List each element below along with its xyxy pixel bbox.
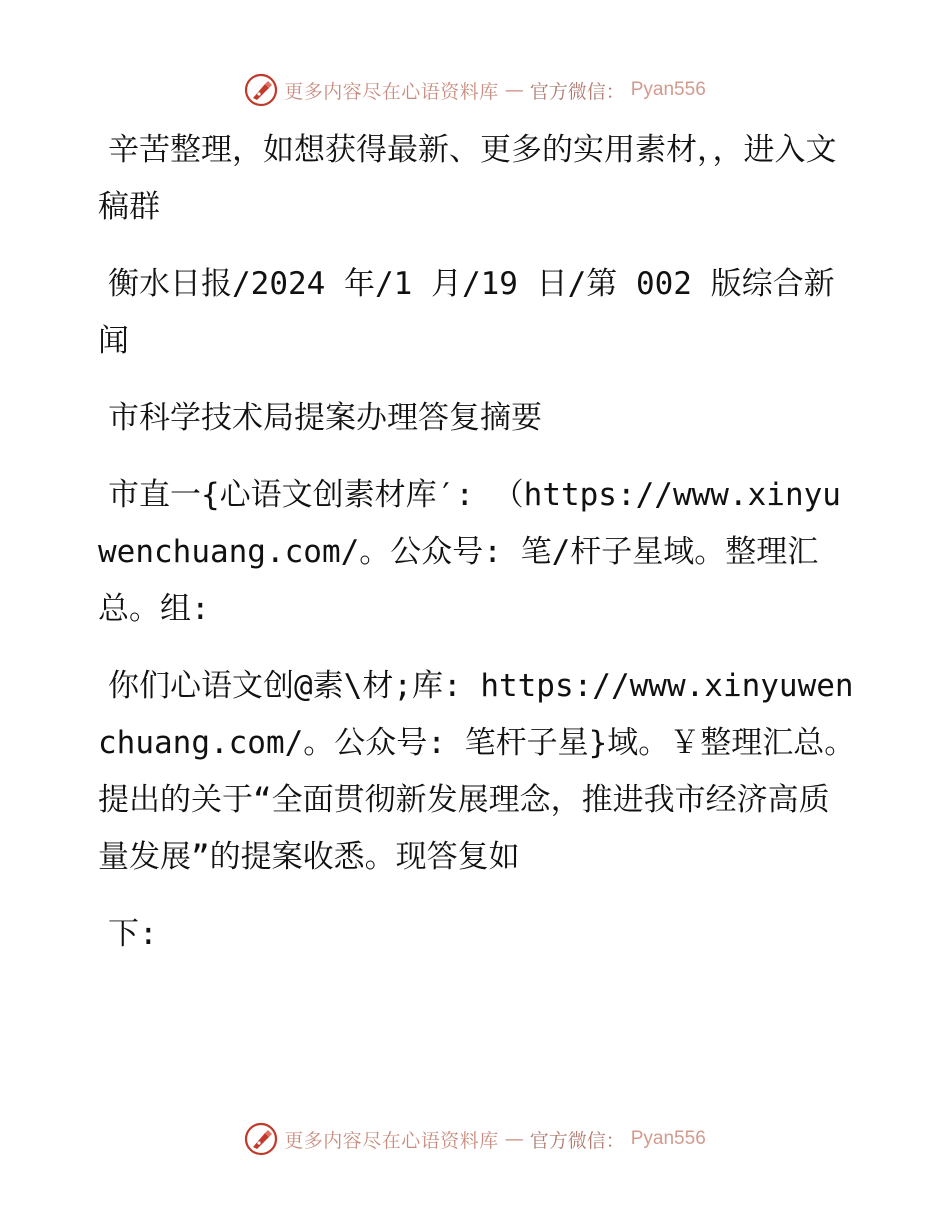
paragraph-title: 市科学技术局提案办理答复摘要 xyxy=(108,400,542,436)
watermark-wechat-label: 官方微信： xyxy=(529,80,625,103)
paragraph-body-3: 下: xyxy=(108,916,158,952)
watermark-wechat-id: Pyan556 xyxy=(630,1128,706,1149)
watermark-separator: — xyxy=(504,1128,524,1150)
header-watermark xyxy=(0,70,950,110)
watermark-text: 更多内容尽在心语资料库 xyxy=(284,80,499,103)
document-body xyxy=(98,122,858,983)
pen-nib-logo-icon xyxy=(244,73,278,107)
paragraph-body-2: 你们心语文创@素\材;库: https://www.xinyuwenchuang.com/。公众号: 笔杆子星}域。￥整理汇总。提出的关于“全面贯彻新发展理念，推进我市经济高质量发展”的提案收悉。现答复如 xyxy=(98,668,856,875)
watermark-text: 更多内容尽在心语资料库 xyxy=(284,1129,499,1152)
paragraph-source: 衡水日报/2024 年/1 月/19 日/第 002 版综合新闻 xyxy=(98,266,835,359)
footer-watermark xyxy=(0,1119,950,1159)
watermark-separator: — xyxy=(504,79,524,101)
watermark-wechat-label: 官方微信： xyxy=(529,1129,625,1152)
paragraph-intro: 辛苦整理，如想获得最新、更多的实用素材，，进入文稿群 xyxy=(98,132,837,225)
watermark-wechat-id: Pyan556 xyxy=(630,79,706,100)
paragraph-body-1: 市直一{心语文创素材库′: （https://www.xinyuwenchuang.com/。公众号: 笔/杆子星域。整理汇总。组: xyxy=(98,477,841,627)
pen-nib-logo-icon xyxy=(244,1122,278,1156)
